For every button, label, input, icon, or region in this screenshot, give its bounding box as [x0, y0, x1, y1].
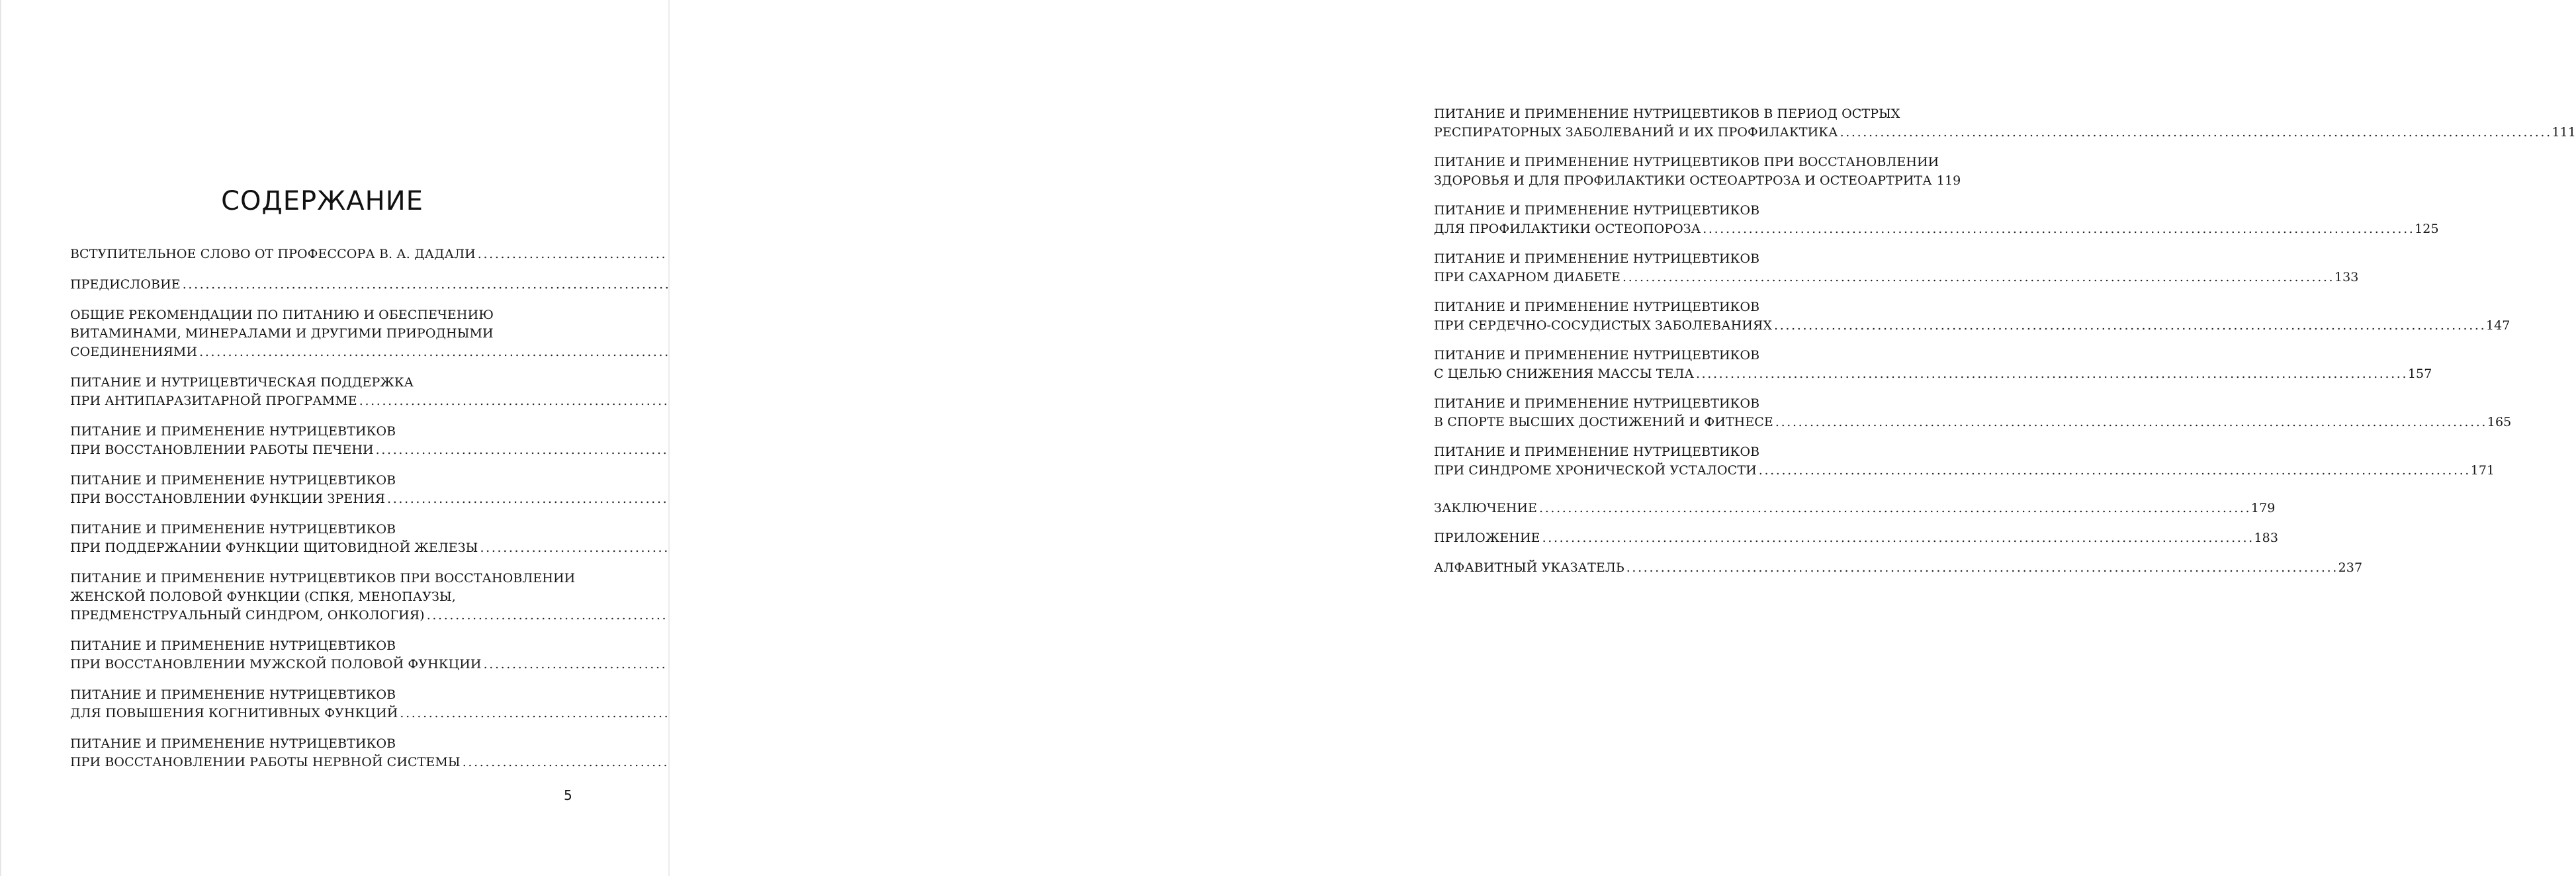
- toc-entry-last-line: [1434, 461, 2495, 480]
- toc-entry-line: ПИТАНИЕ И ПРИМЕНЕНИЕ НУТРИЦЕВТИКОВ: [70, 424, 396, 439]
- toc-entry[interactable]: [1434, 394, 2512, 431]
- toc-entry-last-line: [1434, 499, 2276, 517]
- toc-entry-line: ПРИЛОЖЕНИЕ: [1434, 531, 1540, 545]
- toc-entry-last-line: [1434, 171, 1961, 190]
- toc-page-number: 111: [2552, 125, 2576, 140]
- toc-entry-line: ПИТАНИЕ И ПРИМЕНЕНИЕ НУТРИЦЕВТИКОВ: [1434, 445, 1760, 459]
- toc-entry-line: ПИТАНИЕ И ПРИМЕНЕНИЕ НУТРИЦЕВТИКОВ: [70, 736, 396, 751]
- toc-entry-line: ПИТАНИЕ И НУТРИЦЕВТИЧЕСКАЯ ПОДДЕРЖКА: [70, 375, 414, 390]
- toc-entry-line: ПИТАНИЕ И ПРИМЕНЕНИЕ НУТРИЦЕВТИКОВ ПРИ ВОССТАНОВЛЕНИИ: [1434, 155, 1939, 169]
- toc-entry-last-line: [70, 539, 574, 557]
- toc-entry-line: ПИТАНИЕ И ПРИМЕНЕНИЕ НУТРИЦЕВТИКОВ: [70, 687, 396, 702]
- toc-entry-last-line: [1434, 558, 2363, 577]
- toc-page-number: 125: [2415, 222, 2439, 236]
- dot-leader: [1696, 365, 2405, 383]
- toc-entry[interactable]: [70, 685, 574, 723]
- toc-entry[interactable]: [1434, 346, 2432, 383]
- toc-entry[interactable]: [70, 275, 574, 294]
- toc-list-right: [1434, 105, 2576, 588]
- toc-entry-line: ПИТАНИЕ И ПРИМЕНЕНИЕ НУТРИЦЕВТИКОВ ПРИ ВОССТАНОВЛЕНИИ: [70, 571, 576, 586]
- toc-entry[interactable]: [1434, 529, 2279, 547]
- toc-entry-line: ПРИ ВОССТАНОВЛЕНИИ ФУНКЦИИ ЗРЕНИЯ: [70, 492, 386, 506]
- dot-leader: [1840, 123, 2550, 142]
- toc-entry-line: ОБЩИЕ РЕКОМЕНДАЦИИ ПО ПИТАНИЮ И ОБЕСПЕЧЕНИЮ: [70, 308, 494, 322]
- toc-page-number: 237: [2338, 560, 2363, 575]
- toc-entry[interactable]: [70, 422, 574, 459]
- dot-leader: [1622, 268, 2332, 286]
- toc-entry-line: СОЕДИНЕНИЯМИ: [70, 345, 198, 359]
- toc-page-number: 119: [1936, 173, 1961, 188]
- toc-entry[interactable]: [70, 471, 574, 508]
- toc-entry-last-line: [70, 655, 574, 674]
- toc-entry-line: ВСТУПИТЕЛЬНОЕ СЛОВО ОТ ПРОФЕССОРА В. А. ДАДАЛИ: [70, 247, 476, 261]
- toc-page-number: 183: [2254, 531, 2279, 545]
- toc-entry-line: В СПОРТЕ ВЫСШИХ ДОСТИЖЕНИЙ И ФИТНЕСЕ: [1434, 415, 1773, 429]
- dot-leader: [1539, 499, 2248, 517]
- toc-entry-line: ЗДОРОВЬЯ И ДЛЯ ПРОФИЛАКТИКИ ОСТЕОАРТРОЗА И ОСТЕОАРТРИТА: [1434, 173, 1932, 188]
- toc-entry-line: ДЛЯ ПОВЫШЕНИЯ КОГНИТИВНЫХ ФУНКЦИЙ: [70, 706, 398, 721]
- toc-entry-last-line: [70, 245, 574, 263]
- toc-entry-last-line: [1434, 123, 2576, 142]
- toc-entry-line: ПИТАНИЕ И ПРИМЕНЕНИЕ НУТРИЦЕВТИКОВ: [1434, 348, 1760, 363]
- toc-entry-line: ПРЕДИСЛОВИЕ: [70, 277, 181, 292]
- toc-entry-last-line: [1434, 316, 2510, 335]
- toc-entry[interactable]: [1434, 105, 2576, 142]
- toc-page-number: 147: [2485, 318, 2510, 333]
- toc-entry[interactable]: [1434, 558, 2363, 577]
- toc-entry-last-line: [70, 441, 574, 459]
- dot-leader: [1759, 461, 2468, 480]
- toc-entry-line: ПРИ ПОДДЕРЖАНИИ ФУНКЦИИ ЩИТОВИДНОЙ ЖЕЛЕЗЫ: [70, 541, 478, 555]
- toc-entry[interactable]: [70, 373, 574, 410]
- toc-entry-line: ПРИ ВОССТАНОВЛЕНИИ РАБОТЫ ПЕЧЕНИ: [70, 443, 374, 457]
- toc-entry-line: ПРИ ВОССТАНОВЛЕНИИ МУЖСКОЙ ПОЛОВОЙ ФУНКЦИИ: [70, 657, 482, 672]
- toc-entry-last-line: [1434, 268, 2359, 286]
- contents-title: СОДЕРЖАНИЕ: [221, 186, 423, 216]
- toc-entry-line: ПИТАНИЕ И ПРИМЕНЕНИЕ НУТРИЦЕВТИКОВ: [70, 473, 396, 488]
- toc-entry-line: ПРИ АНТИПАРАЗИТАРНОЙ ПРОГРАММЕ: [70, 394, 357, 408]
- toc-entry-line: ПИТАНИЕ И ПРИМЕНЕНИЕ НУТРИЦЕВТИКОВ: [1434, 251, 1760, 266]
- toc-entry[interactable]: [70, 245, 574, 263]
- toc-entry-last-line: [70, 343, 574, 361]
- toc-entry-last-line: [70, 392, 574, 410]
- dot-leader: [1542, 529, 2252, 547]
- toc-page-number: 157: [2407, 367, 2432, 381]
- toc-entry-line: ЗАКЛЮЧЕНИЕ: [1434, 501, 1538, 515]
- toc-entry-last-line: [70, 606, 574, 625]
- toc-entry-line: ВИТАМИНАМИ, МИНЕРАЛАМИ И ДРУГИМИ ПРИРОДНЫМИ: [70, 326, 494, 341]
- toc-entry[interactable]: [1434, 249, 2359, 286]
- toc-entry[interactable]: [1434, 298, 2510, 335]
- toc-entry[interactable]: [1434, 499, 2276, 517]
- toc-entry[interactable]: [1434, 443, 2495, 480]
- toc-entry-last-line: [1434, 365, 2432, 383]
- toc-entry-last-line: [70, 490, 574, 508]
- toc-entry-line: ПРИ САХАРНОМ ДИАБЕТЕ: [1434, 270, 1621, 285]
- toc-entry[interactable]: [70, 306, 574, 361]
- toc-entry-line: ПРИ СИНДРОМЕ ХРОНИЧЕСКОЙ УСТАЛОСТИ: [1434, 463, 1757, 478]
- page-number: 5: [564, 787, 572, 803]
- toc-entry-line: РЕСПИРАТОРНЫХ ЗАБОЛЕВАНИЙ И ИХ ПРОФИЛАКТИКА: [1434, 125, 1838, 140]
- toc-entry-line: ПИТАНИЕ И ПРИМЕНЕНИЕ НУТРИЦЕВТИКОВ В ПЕРИОД ОСТРЫХ: [1434, 107, 1900, 121]
- toc-entry-line: АЛФАВИТНЫЙ УКАЗАТЕЛЬ: [1434, 560, 1624, 575]
- toc-entry-line: ДЛЯ ПРОФИЛАКТИКИ ОСТЕОПОРОЗА: [1434, 222, 1701, 236]
- toc-page-number: 171: [2470, 463, 2495, 478]
- toc-entry-line: ПИТАНИЕ И ПРИМЕНЕНИЕ НУТРИЦЕВТИКОВ: [70, 638, 396, 653]
- dot-leader: [1703, 220, 2412, 238]
- toc-entry-line: ПРИ ВОССТАНОВЛЕНИИ РАБОТЫ НЕРВНОЙ СИСТЕМЫ: [70, 755, 461, 769]
- toc-page-number: 165: [2487, 415, 2512, 429]
- toc-entry-last-line: [1434, 413, 2512, 431]
- toc-entry[interactable]: [70, 520, 574, 557]
- toc-entry-line: ПИТАНИЕ И ПРИМЕНЕНИЕ НУТРИЦЕВТИКОВ: [1434, 203, 1760, 218]
- right-page: [668, 0, 2576, 876]
- toc-entry[interactable]: [70, 636, 574, 674]
- toc-entry-line: ПРЕДМЕНСТРУАЛЬНЫЙ СИНДРОМ, ОНКОЛОГИЯ): [70, 608, 425, 623]
- toc-entry-last-line: [1434, 220, 2439, 238]
- toc-entry-line: ЖЕНСКОЙ ПОЛОВОЙ ФУНКЦИИ (СПКЯ, МЕНОПАУЗЫ,: [70, 590, 456, 604]
- toc-entry-last-line: [1434, 529, 2279, 547]
- toc-entry-last-line: [70, 704, 574, 723]
- toc-page-number: 179: [2250, 501, 2276, 515]
- toc-entry-line: ПРИ СЕРДЕЧНО-СОСУДИСТЫХ ЗАБОЛЕВАНИЯХ: [1434, 318, 1773, 333]
- toc-page-number: 133: [2334, 270, 2359, 285]
- toc-entry-line: ПИТАНИЕ И ПРИМЕНЕНИЕ НУТРИЦЕВТИКОВ: [70, 522, 396, 537]
- toc-entry[interactable]: [1434, 201, 2439, 238]
- toc-entry[interactable]: [70, 734, 574, 771]
- left-page: [0, 0, 668, 876]
- dot-leader: [1626, 558, 2336, 577]
- toc-entry-last-line: [70, 753, 574, 771]
- toc-entry-line: С ЦЕЛЬЮ СНИЖЕНИЯ МАССЫ ТЕЛА: [1434, 367, 1694, 381]
- toc-entry-last-line: [70, 275, 574, 294]
- toc-entry[interactable]: [70, 569, 574, 625]
- toc-list-left: [70, 245, 574, 783]
- dot-leader: [1775, 413, 2485, 431]
- toc-entry[interactable]: [1434, 153, 1961, 190]
- toc-entry-line: ПИТАНИЕ И ПРИМЕНЕНИЕ НУТРИЦЕВТИКОВ: [1434, 396, 1760, 411]
- toc-entry-line: ПИТАНИЕ И ПРИМЕНЕНИЕ НУТРИЦЕВТИКОВ: [1434, 300, 1760, 314]
- dot-leader: [1774, 316, 2483, 335]
